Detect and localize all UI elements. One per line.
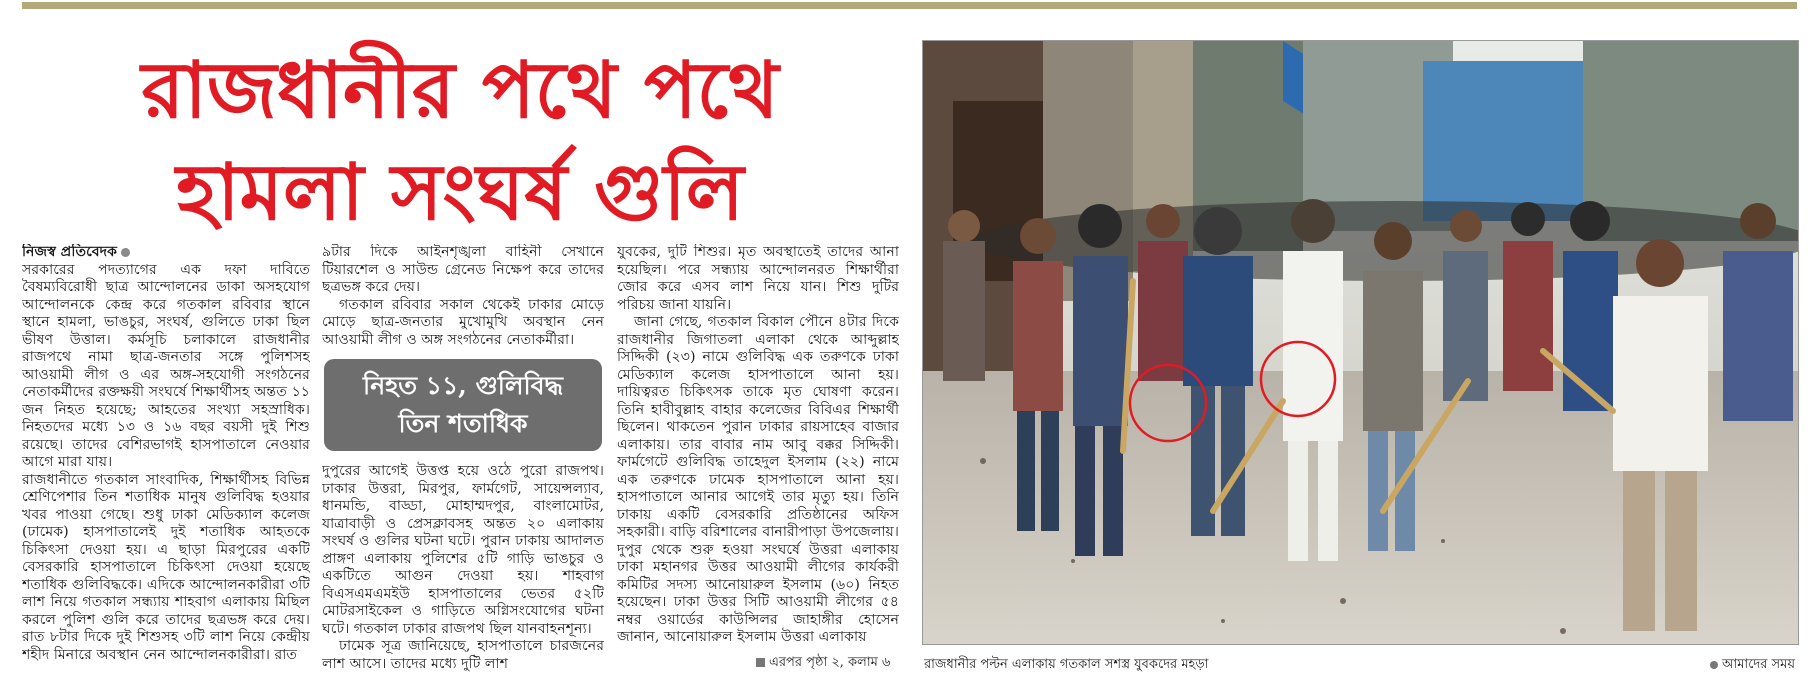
article-paragraph: ঢামেক সূত্র জানিয়েছে, হাসপাতালে চারজনের লাশ আসে। তাদের মধ্যে দুটি লাশ bbox=[322, 638, 604, 672]
subheading-line-1: নিহত ১১, গুলিবিদ্ধ bbox=[363, 371, 563, 400]
article-paragraph: রাজধানীতে গতকাল সাংবাদিক, শিক্ষার্থীসহ বিভিন্ন শ্রেণিপেশার তিন শতাধিক মানুষ গুলিবিদ্ধ হওয়ার খবর পাওয়া গেছে। শুধু ঢাকা মেডিক্যাল কলেজ (ঢামেক) হাসপাতালেই দুই শতাধিক আহতকে চিকিৎসা দেওয়া হয়। এ ছাড়া মিরপুরের একটি বেসরকারি হাসপাতালে চিকিৎসা দেওয়া হয়েছে শতাধিক গুলিবিদ্ধকে। এদিকে আন্দোলনকারীরা ৩টি লাশ নিয়ে গতকাল সন্ধ্যায় শাহবাগ এলাকায় মিছিল করলে পুলিশ গুলি করে তাদের ছত্রভঙ্গ করে দেয়। রাত ৮টার দিকে দুই শিশুসহ ৩টি লাশ নিয়ে কেন্দ্রীয় শহীদ মিনারে অবস্থান নেন আন্দোলনকারীরা। রাত bbox=[22, 471, 310, 663]
continuation-text: এরপর পৃষ্ঠা ২, কলাম ৬ bbox=[769, 655, 891, 670]
news-photo bbox=[922, 40, 1799, 645]
photo-credit-text: আমাদের সময় bbox=[1722, 657, 1795, 672]
article-paragraph: গতকাল রবিবার সকাল থেকেই ঢাকার মোড়ে মোড়ে ছাত্র-জনতার মুখোমুখি অবস্থান নেন আওয়ামী লীগ ও অঙ্গ সংগঠনের নেতাকর্মীরা। bbox=[322, 296, 604, 348]
square-bullet-icon bbox=[756, 658, 765, 667]
headline bbox=[40, 40, 880, 244]
article-column-2 bbox=[322, 244, 604, 672]
article-paragraph: সরকারের পদত্যাগের এক দফা দাবিতে বৈষম্যবিরোধী ছাত্র আন্দোলনের ডাকা অসহযোগ আন্দোলনকে কেন্দ্র করে গতকাল রবিবার স্থানে স্থানে হামলা, ভাঙচুর, সংঘর্ষ, গুলিতে ঢাকা ছিল ভীষণ উত্তাল। কর্মসূচি চলাকালে রাজধানীর রাজপথে নামা ছাত্র-জনতার সঙ্গে পুলিশসহ আওয়ামী লীগ ও এর অঙ্গ-সহযোগী সংগঠনের নেতাকর্মীদের রক্তক্ষয়ী সংঘর্ষে শিক্ষার্থীসহ অন্তত ১১ জন নিহত হয়েছে; আহতের সংখ্যা সহস্রাধিক। নিহতদের মধ্যে ১৩ ও ১৬ বছর বয়সী দুই শিশু রয়েছে। তাদের বেশিরভাগই হাসপাতালে নেওয়ার আগে মারা যায়। bbox=[22, 261, 310, 470]
photo-credit bbox=[1710, 655, 1795, 676]
article-paragraph: জানা গেছে, গতকাল বিকাল পৌনে ৪টার দিকে রাজধানীর জিগাতলা এলাকা থেকে আব্দুল্লাহ সিদ্দিকী (২৩) নামে গুলিবিদ্ধ এক তরুণকে ঢাকা মেডিক্যাল কলেজ হাসপাতালে আনা হয়। দায়িত্বরত চিকিৎসক তাকে মৃত ঘোষণা করেন। তিনি হাবীবুল্লাহ বাহার কলেজের বিবিএর শিক্ষার্থী ছিলেন। থাকতেন পুরান ঢাকার রায়সাহেব বাজার এলাকায়। তার বাবার নাম আবু বক্কর সিদ্দিকী। ফার্মগেটে গুলিবিদ্ধ তাহেদুল ইসলাম (২২) নামে এক তরুণকে ঢামেক হাসপাতালে আনা হয়। হাসপাতালে আনার আগেই তার মৃত্যু হয়। তিনি ঢাকায় একটি বেসরকারি প্রতিষ্ঠানের অফিস সহকারী। বাড়ি বরিশালের বানারীপাড়া উপজেলায়। দুপুর থেকে শুরু হওয়া সংঘর্ষে উত্তরা এলাকায় ঢাকা মহানগর উত্তর আওয়ামী লীগের কার্যকরী কমিটির সদস্য আনোয়ারুল ইসলাম (৬০) নিহত হয়েছেন। ঢাকা উত্তর সিটি আওয়ামী লীগের ৫৪ নম্বর ওয়ার্ডের কাউন্সিলর জাহাঙ্গীর হোসেন জানান, আনোয়ারুল ইসলাম উত্তরা এলাকায় bbox=[617, 314, 899, 645]
article-paragraph: দুপুরের আগেই উত্তপ্ত হয়ে ওঠে পুরো রাজপথ। ঢাকার উত্তরা, মিরপুর, ফার্মগেট, সায়েন্সল্যাব, ধানমন্ডি, বাড্ডা, মোহাম্মদপুর, বাংলামোটর, যাত্রাবাড়ী ও প্রেসক্লাবসহ অন্তত ২০ এলাকায় সংঘর্ষ ও গুলির ঘটনা ঘটে। পুরান ঢাকায় আদালত প্রাঙ্গণ এলাকায় পুলিশের ৫টি গাড়ি ভাঙচুর ও একটিতে আগুন দেওয়া হয়। শাহবাগ বিএসএমএমইউ হাসপাতালের ভেতর ৫২টি মোটরসাইকেল ও গাড়িতে অগ্নিসংযোগের ঘটনা ঘটে। গতকাল ঢাকার রাজপথ ছিল যানবাহনশূন্য। bbox=[322, 463, 604, 637]
byline: নিজস্ব প্রতিবেদক bbox=[22, 244, 118, 260]
continuation-note bbox=[756, 653, 890, 674]
article-column-3 bbox=[617, 244, 899, 672]
article-column-1 bbox=[22, 244, 310, 672]
byline-dot-icon bbox=[121, 248, 130, 257]
headline-line-1: রাজধানীর পথে পথে bbox=[141, 45, 779, 136]
credit-dot-icon bbox=[1710, 661, 1718, 669]
top-rule bbox=[22, 2, 1797, 9]
article-paragraph: ৯টার দিকে আইনশৃঙ্খলা বাহিনী সেখানে টিয়ারশেল ও সাউন্ড গ্রেনেড নিক্ষেপ করে তাদের ছত্রভঙ্গ করে দেয়। bbox=[322, 244, 604, 295]
street-clash-photo bbox=[923, 41, 1798, 644]
headline-line-2: হামলা সংঘর্ষ গুলি bbox=[176, 147, 744, 238]
subheading-box bbox=[324, 359, 602, 451]
subheading-line-2: তিন শতাধিক bbox=[398, 409, 528, 438]
photo-caption: রাজধানীর পল্টন এলাকায় গতকাল সশস্ত্র যুবকদের মহড়া bbox=[924, 657, 1209, 672]
article-paragraph: যুবকের, দুটি শিশুর। মৃত অবস্থাতেই তাদের আনা হয়েছিল। পরে সন্ধ্যায় আন্দোলনরত শিক্ষার্থীরা জোর করে এসব লাশ নিয়ে যান। শিশু দুটির পরিচয় জানা যায়নি। bbox=[617, 244, 899, 313]
